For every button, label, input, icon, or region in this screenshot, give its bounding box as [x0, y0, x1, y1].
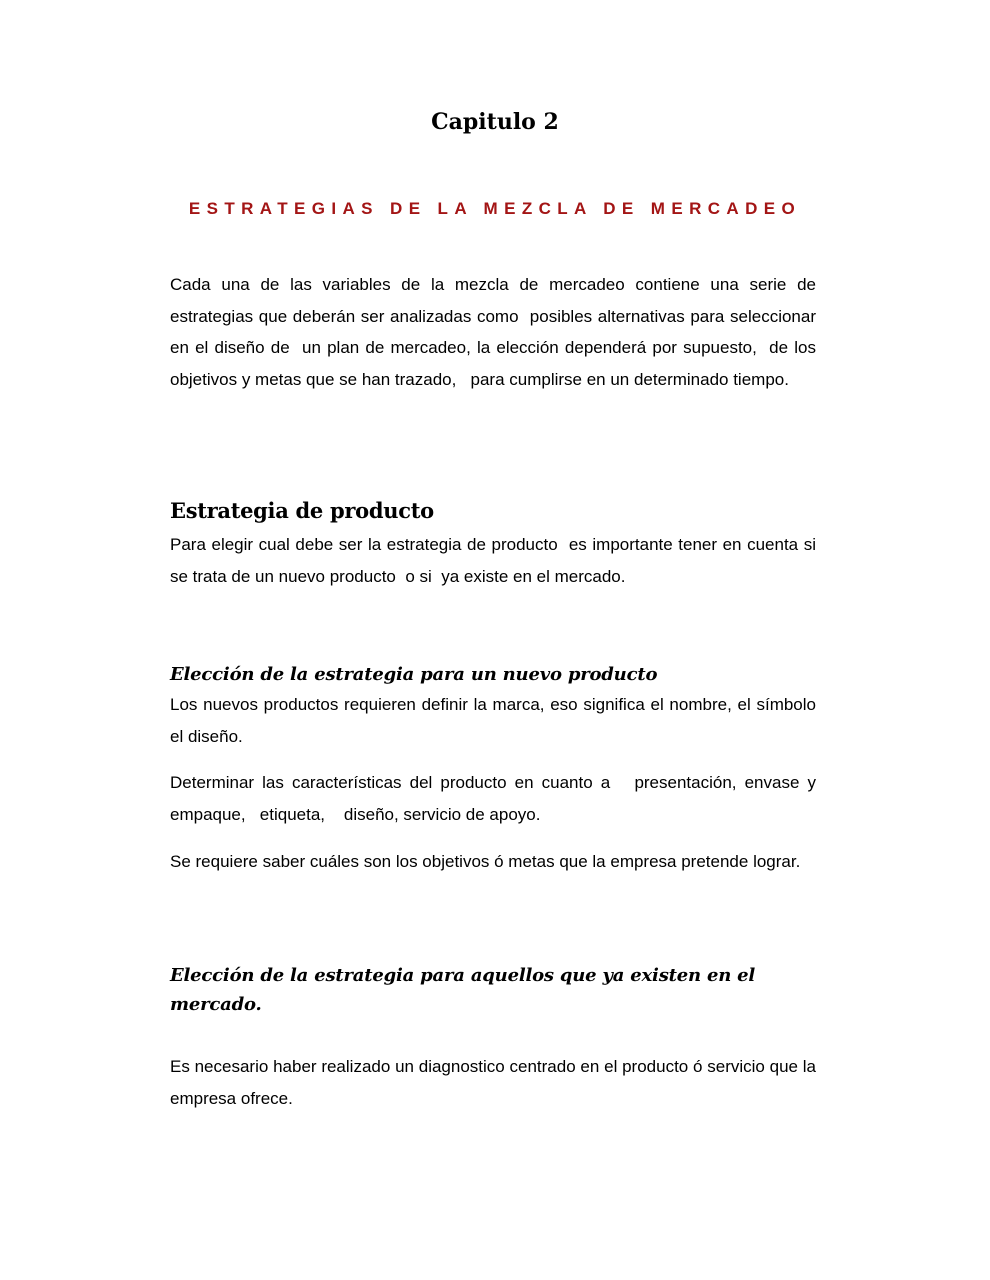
- section-heading-new-product: Elección de la estrategia para un nuevo producto: [170, 664, 658, 685]
- section-heading-product-strategy: Estrategia de producto: [170, 498, 434, 523]
- section-heading-existing-product: Elección de la estrategia para aquellos que ya existen en el mercado.: [170, 965, 756, 1015]
- product-strategy-paragraph: Para elegir cual debe ser la estrategia de producto es importante tener en cuenta si se trata de un nuevo producto o si ya existe en el mercado.: [170, 535, 821, 586]
- new-product-paragraph-1: Los nuevos productos requieren definir la marca, eso significa el nombre, el símbolo el diseño.: [170, 695, 821, 746]
- new-product-paragraph-3: Se requiere saber cuáles son los objetivos ó metas que la empresa pretende lograr.: [170, 852, 801, 871]
- intro-paragraph: Cada una de las variables de la mezcla de mercadeo contiene una serie de estrategias que deberán ser analizadas como posibles alternativas para seleccionar en el diseño de un plan de mercadeo, la elección dependerá por supuesto, de los objetivos y metas que se han trazado, para cumplirse en un determinado tiempo.: [170, 275, 821, 389]
- main-title: ESTRATEGIAS DE LA MEZCLA DE MERCADEO: [188, 199, 802, 218]
- existing-product-paragraph: Es necesario haber realizado un diagnostico centrado en el producto ó servicio que la empresa ofrece.: [170, 1057, 821, 1108]
- new-product-paragraph-2: Determinar las características del producto en cuanto a presentación, envase y empaque, etiqueta, diseño, servicio de apoyo.: [170, 773, 821, 824]
- chapter-heading: Capitulo 2: [431, 109, 559, 135]
